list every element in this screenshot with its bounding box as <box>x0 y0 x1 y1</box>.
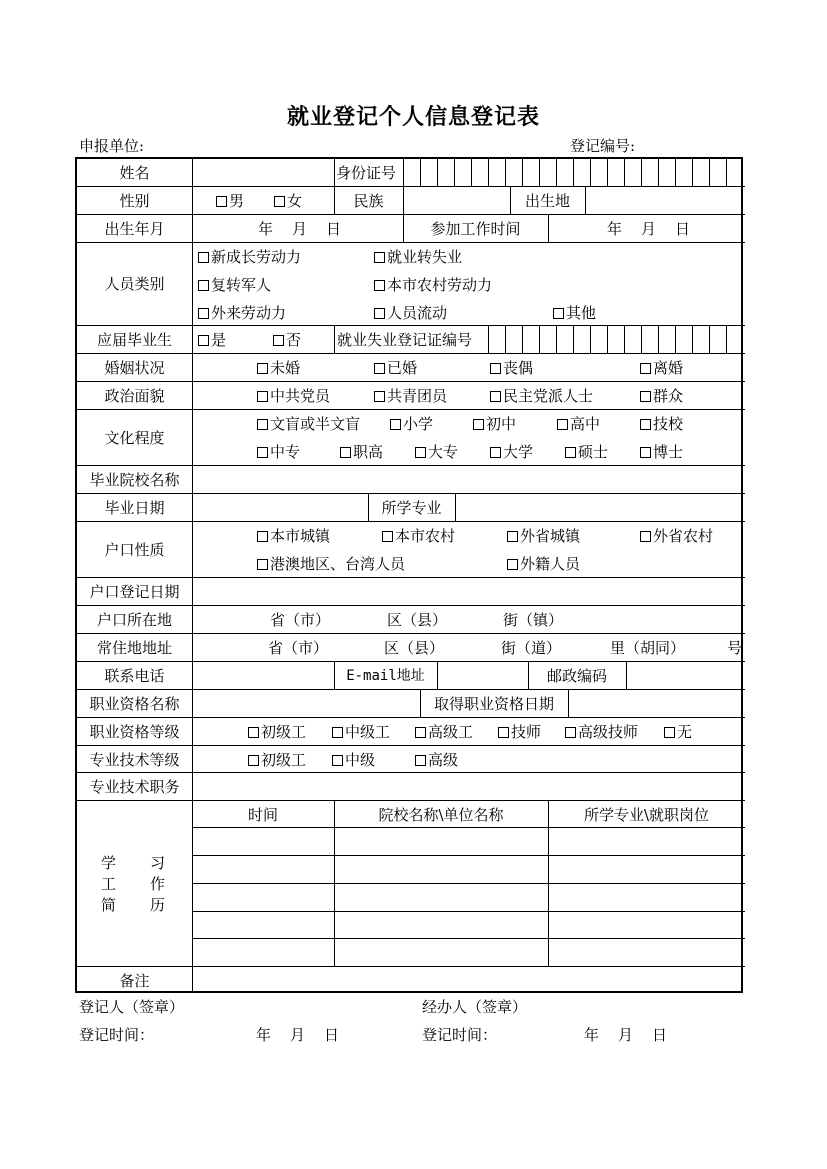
label-hukou-loc: 户口所在地 <box>96 611 172 629</box>
cell-line <box>334 159 335 186</box>
cell-line <box>626 661 627 689</box>
res-lane: 里（胡同） <box>610 639 686 657</box>
option-text: 离婚 <box>653 359 684 377</box>
checkbox[interactable] <box>640 531 651 542</box>
checkbox[interactable] <box>257 559 268 570</box>
label-work-start: 参加工作时间 <box>430 220 521 238</box>
label-graduate: 应届毕业生 <box>96 331 172 349</box>
resume-line <box>192 911 745 912</box>
education-option[interactable] <box>257 442 300 462</box>
hukou-option[interactable] <box>382 526 455 546</box>
person-type-option[interactable] <box>198 303 286 323</box>
option-text: 丧偶 <box>503 359 534 377</box>
option-text: 大专 <box>428 443 459 461</box>
label-phone: 联系电话 <box>104 667 165 685</box>
option-text: 女 <box>287 192 303 210</box>
option-text: 高级 <box>428 751 459 769</box>
label-tech-post: 专业技术职务 <box>89 778 180 796</box>
political-option[interactable] <box>490 386 593 406</box>
row-line <box>77 745 745 746</box>
row-line <box>77 409 745 410</box>
checkbox[interactable] <box>257 363 268 374</box>
cell-line <box>607 325 608 353</box>
checkbox[interactable] <box>415 727 426 738</box>
checkbox[interactable] <box>248 727 259 738</box>
cell-line <box>568 689 569 717</box>
option-text: 小学 <box>403 415 434 433</box>
checkbox[interactable] <box>640 447 651 458</box>
education-option[interactable] <box>390 414 433 434</box>
cell-line <box>556 325 557 353</box>
label-tech-level: 专业技术等级 <box>89 751 180 769</box>
option-text: 高级技师 <box>578 723 639 741</box>
option-text: 中级工 <box>345 723 391 741</box>
cell-line <box>556 159 557 186</box>
option-text: 职高 <box>353 443 384 461</box>
cell-line <box>488 159 489 186</box>
label-id-no: 身份证号 <box>336 164 397 182</box>
checkbox[interactable] <box>198 335 209 346</box>
hukou-street: 街（镇） <box>503 611 564 629</box>
option-text: 大学 <box>503 443 534 461</box>
cell-line <box>403 159 404 186</box>
option-text: 初级工 <box>261 751 307 769</box>
cell-line <box>675 325 676 353</box>
checkbox[interactable] <box>553 308 564 319</box>
birth-year: 年 <box>258 220 274 238</box>
option-text: 就业转失业 <box>387 248 463 266</box>
checkbox[interactable] <box>664 727 675 738</box>
marital-option[interactable] <box>374 358 417 378</box>
resume-line <box>192 883 745 884</box>
marital-option[interactable] <box>640 358 683 378</box>
graduate-option-yes[interactable] <box>198 330 226 350</box>
resume-label-1: 学 <box>101 854 117 872</box>
form-title: 就业登记个人信息登记表 <box>286 104 540 130</box>
option-text: 共青团员 <box>387 387 448 405</box>
checkbox[interactable] <box>473 419 484 430</box>
cell-line <box>471 159 472 186</box>
education-option[interactable] <box>415 442 458 462</box>
checkbox[interactable] <box>557 419 568 430</box>
qual-level-option[interactable] <box>332 722 390 742</box>
cell-line <box>709 159 710 186</box>
checkbox[interactable] <box>498 727 509 738</box>
qual-level-option[interactable] <box>415 722 473 742</box>
cell-line <box>403 186 404 214</box>
resume-line <box>192 855 745 856</box>
row-line <box>77 521 745 522</box>
cell-line <box>437 661 438 689</box>
label-birthplace: 出生地 <box>524 192 570 210</box>
label-residence: 常住地地址 <box>96 639 172 657</box>
cell-line <box>573 325 574 353</box>
option-text: 是 <box>211 331 227 349</box>
hukou-option[interactable] <box>257 526 330 546</box>
resume-line <box>192 938 745 939</box>
cell-line <box>488 325 489 353</box>
cell-line <box>624 325 625 353</box>
row-line <box>77 689 745 690</box>
row-line <box>77 577 745 578</box>
cell-line <box>641 325 642 353</box>
checkbox[interactable] <box>274 196 285 207</box>
registrant-label: 登记人（签章） <box>79 998 185 1016</box>
checkbox[interactable] <box>640 363 651 374</box>
option-text: 无 <box>677 723 693 741</box>
label-divider <box>192 159 193 993</box>
checkbox[interactable] <box>340 447 351 458</box>
tech-level-option[interactable] <box>415 750 458 770</box>
cell-line <box>505 159 506 186</box>
political-option[interactable] <box>374 386 447 406</box>
option-text: 未婚 <box>270 359 301 377</box>
reg-time-label-2: 登记时间： <box>422 1026 498 1044</box>
checkbox[interactable] <box>490 363 501 374</box>
reg-day-1: 日 <box>324 1026 340 1044</box>
education-option[interactable] <box>257 414 360 434</box>
row-line <box>77 661 745 662</box>
education-option[interactable] <box>640 414 683 434</box>
qual-level-option[interactable] <box>664 722 692 742</box>
person-type-option[interactable] <box>198 247 301 267</box>
option-text: 男 <box>229 192 245 210</box>
gender-option-female[interactable] <box>274 191 302 211</box>
cell-line <box>573 159 574 186</box>
option-text: 本市农村劳动力 <box>387 276 493 294</box>
education-option[interactable] <box>557 414 600 434</box>
res-district: 区（县） <box>384 639 445 657</box>
option-text: 外籍人员 <box>520 555 581 573</box>
reg-year-2: 年 <box>584 1026 600 1044</box>
checkbox[interactable] <box>374 308 385 319</box>
option-text: 中专 <box>270 443 301 461</box>
political-option[interactable] <box>257 386 330 406</box>
option-text: 人员流动 <box>387 304 448 322</box>
cell-line <box>455 493 456 521</box>
cell-line <box>548 214 549 242</box>
label-postcode: 邮政编码 <box>546 667 607 685</box>
work-year: 年 <box>607 220 623 238</box>
option-text: 高级工 <box>428 723 474 741</box>
label-unemp-cert: 就业失业登记证编号 <box>337 331 473 349</box>
cell-line <box>590 325 591 353</box>
qual-level-option[interactable] <box>498 722 541 742</box>
row-line <box>77 800 745 801</box>
reg-year-1: 年 <box>256 1026 272 1044</box>
tech-level-option[interactable] <box>332 750 375 770</box>
birth-month: 月 <box>292 220 308 238</box>
option-text: 外来劳动力 <box>211 304 287 322</box>
row-line <box>77 325 745 326</box>
hukou-option[interactable] <box>507 554 580 574</box>
qual-level-option[interactable] <box>565 722 638 742</box>
option-text: 群众 <box>653 387 684 405</box>
checkbox[interactable] <box>198 252 209 263</box>
resume-col-major: 所学专业\就职岗位 <box>583 806 710 824</box>
option-text: 复转军人 <box>211 276 272 294</box>
tech-level-option[interactable] <box>248 750 306 770</box>
checkbox[interactable] <box>198 280 209 291</box>
resume-label-6: 历 <box>150 896 166 914</box>
cell-line <box>420 159 421 186</box>
row-line <box>77 633 745 634</box>
checkbox[interactable] <box>390 419 401 430</box>
label-major: 所学专业 <box>381 499 442 517</box>
checkbox[interactable] <box>257 419 268 430</box>
option-text: 技师 <box>511 723 542 741</box>
resume-line <box>192 827 745 828</box>
checkbox[interactable] <box>565 447 576 458</box>
option-text: 博士 <box>653 443 684 461</box>
reg-month-2: 月 <box>618 1026 634 1044</box>
checkbox[interactable] <box>374 363 385 374</box>
unit-label: 申报单位: <box>79 137 145 155</box>
label-gender: 性别 <box>119 192 150 210</box>
label-remarks: 备注 <box>119 972 150 990</box>
checkbox[interactable] <box>257 447 268 458</box>
resume-label-5: 简 <box>101 896 117 914</box>
label-person-type: 人员类别 <box>104 275 165 293</box>
cell-line <box>641 159 642 186</box>
cell-line <box>437 159 438 186</box>
checkbox[interactable] <box>332 755 343 766</box>
checkbox[interactable] <box>415 755 426 766</box>
reg-month-1: 月 <box>290 1026 306 1044</box>
cell-line <box>692 159 693 186</box>
cell-line <box>454 159 455 186</box>
checkbox[interactable] <box>273 335 284 346</box>
cell-line <box>726 159 727 186</box>
row-line <box>77 966 745 967</box>
label-hukou-type: 户口性质 <box>104 541 165 559</box>
reg-time-label-1: 登记时间： <box>79 1026 155 1044</box>
cell-line <box>675 159 676 186</box>
row-line <box>77 465 745 466</box>
row-line <box>77 214 745 215</box>
resume-label-4: 作 <box>150 875 166 893</box>
row-line <box>77 242 745 243</box>
row-line <box>77 186 745 187</box>
option-text: 已婚 <box>387 359 418 377</box>
label-hukou-date: 户口登记日期 <box>89 583 180 601</box>
education-option[interactable] <box>340 442 383 462</box>
checkbox[interactable] <box>374 252 385 263</box>
checkbox[interactable] <box>415 447 426 458</box>
label-political: 政治面貌 <box>104 387 165 405</box>
cell-line <box>505 325 506 353</box>
cell-line <box>607 159 608 186</box>
cell-line <box>709 325 710 353</box>
hukou-province: 省（市） <box>270 611 331 629</box>
row-line <box>77 717 745 718</box>
label-school: 毕业院校名称 <box>89 471 180 489</box>
option-text: 民主党派人士 <box>503 387 594 405</box>
person-type-option[interactable] <box>374 247 462 267</box>
label-qual-level: 职业资格等级 <box>89 723 180 741</box>
cell-line <box>590 159 591 186</box>
option-text: 本市城镇 <box>270 527 331 545</box>
res-street: 街（道） <box>501 639 562 657</box>
resume-label-3: 工 <box>101 875 117 893</box>
row-line <box>77 493 745 494</box>
marital-option[interactable] <box>257 358 300 378</box>
option-text: 新成长劳动力 <box>211 248 302 266</box>
label-name: 姓名 <box>119 164 150 182</box>
cell-line <box>726 325 727 353</box>
education-option[interactable] <box>490 442 533 462</box>
handler-label: 经办人（签章） <box>422 998 528 1016</box>
cell-line <box>539 159 540 186</box>
cell-line <box>522 159 523 186</box>
cell-line <box>585 186 586 214</box>
resume-col-time: 时间 <box>247 806 278 824</box>
resume-label-2: 习 <box>150 854 166 872</box>
hukou-option[interactable] <box>507 526 580 546</box>
cell-line <box>522 325 523 353</box>
cell-line <box>334 325 335 353</box>
checkbox[interactable] <box>640 419 651 430</box>
option-text: 本市农村 <box>395 527 456 545</box>
checkbox[interactable] <box>490 391 501 402</box>
education-option[interactable] <box>565 442 608 462</box>
work-day: 日 <box>675 220 691 238</box>
option-text: 硕士 <box>578 443 609 461</box>
qual-level-option[interactable] <box>248 722 306 742</box>
checkbox[interactable] <box>248 755 259 766</box>
person-type-option[interactable] <box>374 303 447 323</box>
cell-line <box>658 325 659 353</box>
row-line <box>77 772 745 773</box>
education-option[interactable] <box>640 442 683 462</box>
cell-line <box>624 159 625 186</box>
checkbox[interactable] <box>374 391 385 402</box>
label-education: 文化程度 <box>104 429 165 447</box>
option-text: 其他 <box>566 304 597 322</box>
checkbox[interactable] <box>507 531 518 542</box>
cell-line <box>658 159 659 186</box>
option-text: 技校 <box>653 415 684 433</box>
option-text: 否 <box>286 331 302 349</box>
option-text: 外省城镇 <box>520 527 581 545</box>
reg-day-2: 日 <box>652 1026 668 1044</box>
checkbox[interactable] <box>640 391 651 402</box>
checkbox[interactable] <box>332 727 343 738</box>
label-email: E-mail地址 <box>346 668 425 684</box>
hukou-option[interactable] <box>257 554 405 574</box>
label-grad-date: 毕业日期 <box>104 499 165 517</box>
row-line <box>77 353 745 354</box>
checkbox[interactable] <box>257 531 268 542</box>
option-text: 初级工 <box>261 723 307 741</box>
registration-form <box>75 157 743 993</box>
option-text: 高中 <box>570 415 601 433</box>
person-type-option[interactable] <box>553 303 596 323</box>
row-line <box>77 605 745 606</box>
checkbox[interactable] <box>374 280 385 291</box>
checkbox[interactable] <box>565 727 576 738</box>
option-text: 文盲或半文盲 <box>270 415 361 433</box>
reg-no-label: 登记编号: <box>570 137 636 155</box>
checkbox[interactable] <box>216 196 227 207</box>
graduate-option-no[interactable] <box>273 330 301 350</box>
work-month: 月 <box>641 220 657 238</box>
marital-option[interactable] <box>490 358 533 378</box>
cell-line <box>692 325 693 353</box>
label-ethnicity: 民族 <box>353 192 384 210</box>
political-option[interactable] <box>640 386 683 406</box>
birth-day: 日 <box>326 220 342 238</box>
label-birth-date: 出生年月 <box>104 220 165 238</box>
checkbox[interactable] <box>257 391 268 402</box>
res-province: 省（市） <box>268 639 329 657</box>
gender-option-male[interactable] <box>216 191 244 211</box>
option-text: 港澳地区、台湾人员 <box>270 555 406 573</box>
checkbox[interactable] <box>382 531 393 542</box>
education-option[interactable] <box>473 414 516 434</box>
cell-line <box>539 325 540 353</box>
checkbox[interactable] <box>490 447 501 458</box>
person-type-option[interactable] <box>198 275 271 295</box>
option-text: 外省农村 <box>653 527 714 545</box>
hukou-district: 区（县） <box>387 611 448 629</box>
option-text: 中共党员 <box>270 387 331 405</box>
checkbox[interactable] <box>507 559 518 570</box>
label-marital: 婚姻状况 <box>104 359 165 377</box>
label-qual-name: 职业资格名称 <box>89 695 180 713</box>
hukou-option[interactable] <box>640 526 713 546</box>
row-line <box>77 381 745 382</box>
label-qual-date: 取得职业资格日期 <box>433 695 554 713</box>
option-text: 中级 <box>345 751 376 769</box>
res-number: 号 <box>727 639 743 657</box>
checkbox[interactable] <box>198 308 209 319</box>
option-text: 初中 <box>486 415 517 433</box>
person-type-option[interactable] <box>374 275 492 295</box>
resume-col-school: 院校名称\单位名称 <box>378 806 504 824</box>
